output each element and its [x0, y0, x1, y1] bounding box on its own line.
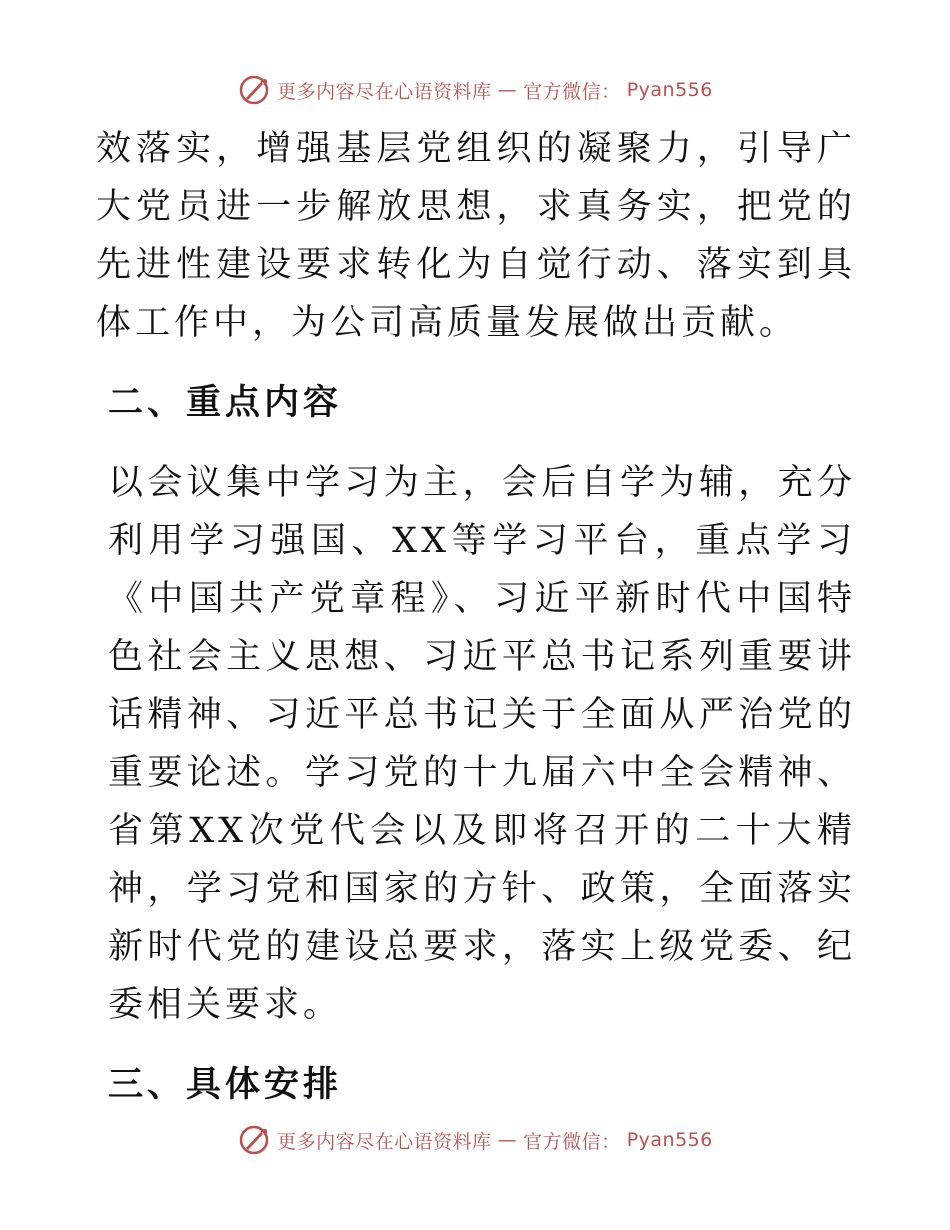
watermark-wechat-id: Pyan556 — [626, 79, 713, 101]
watermark-text: 更多内容尽在心语资料库 — [277, 80, 492, 103]
paragraph-1: 效落实，增强基层党组织的凝聚力，引导广大党员进一步解放思想，求真务实，把党的先进性建设要求转化为自觉行动、落实到具体工作中，为公司高质量发展做出贡献。 — [96, 129, 856, 343]
header-watermark — [0, 70, 950, 110]
watermark-wechat-label: 官方微信： — [523, 80, 621, 103]
document-body — [96, 120, 856, 1114]
watermark-wechat-label: 官方微信： — [523, 1130, 621, 1153]
watermark-separator: — — [497, 79, 518, 101]
watermark-wechat-id: Pyan556 — [626, 1129, 713, 1151]
paragraph-2: 以会议集中学习为主，会后自学为辅，充分利用学习强国、XX等学习平台，重点学习《中国共产党章程》、习近平新时代中国特色社会主义思想、习近平总书记系列重要讲话精神、习近平总书记关于全面从严治党的重要论述。学习党的十九届六中全会精神、省第XX次党代会以及即将召开的二十大精神，学习党和国家的方针、政策，全面落实新时代党的建设总要求，落实上级党委、纪委相关要求。 — [108, 463, 856, 1025]
footer-watermark — [0, 1120, 950, 1160]
watermark-text: 更多内容尽在心语资料库 — [277, 1130, 492, 1153]
quill-logo-icon — [237, 73, 271, 107]
section-heading-3: 三、具体安排 — [108, 1064, 343, 1105]
section-heading-2: 二、重点内容 — [108, 382, 343, 423]
quill-logo-icon — [237, 1123, 271, 1157]
watermark-separator: — — [497, 1129, 518, 1151]
